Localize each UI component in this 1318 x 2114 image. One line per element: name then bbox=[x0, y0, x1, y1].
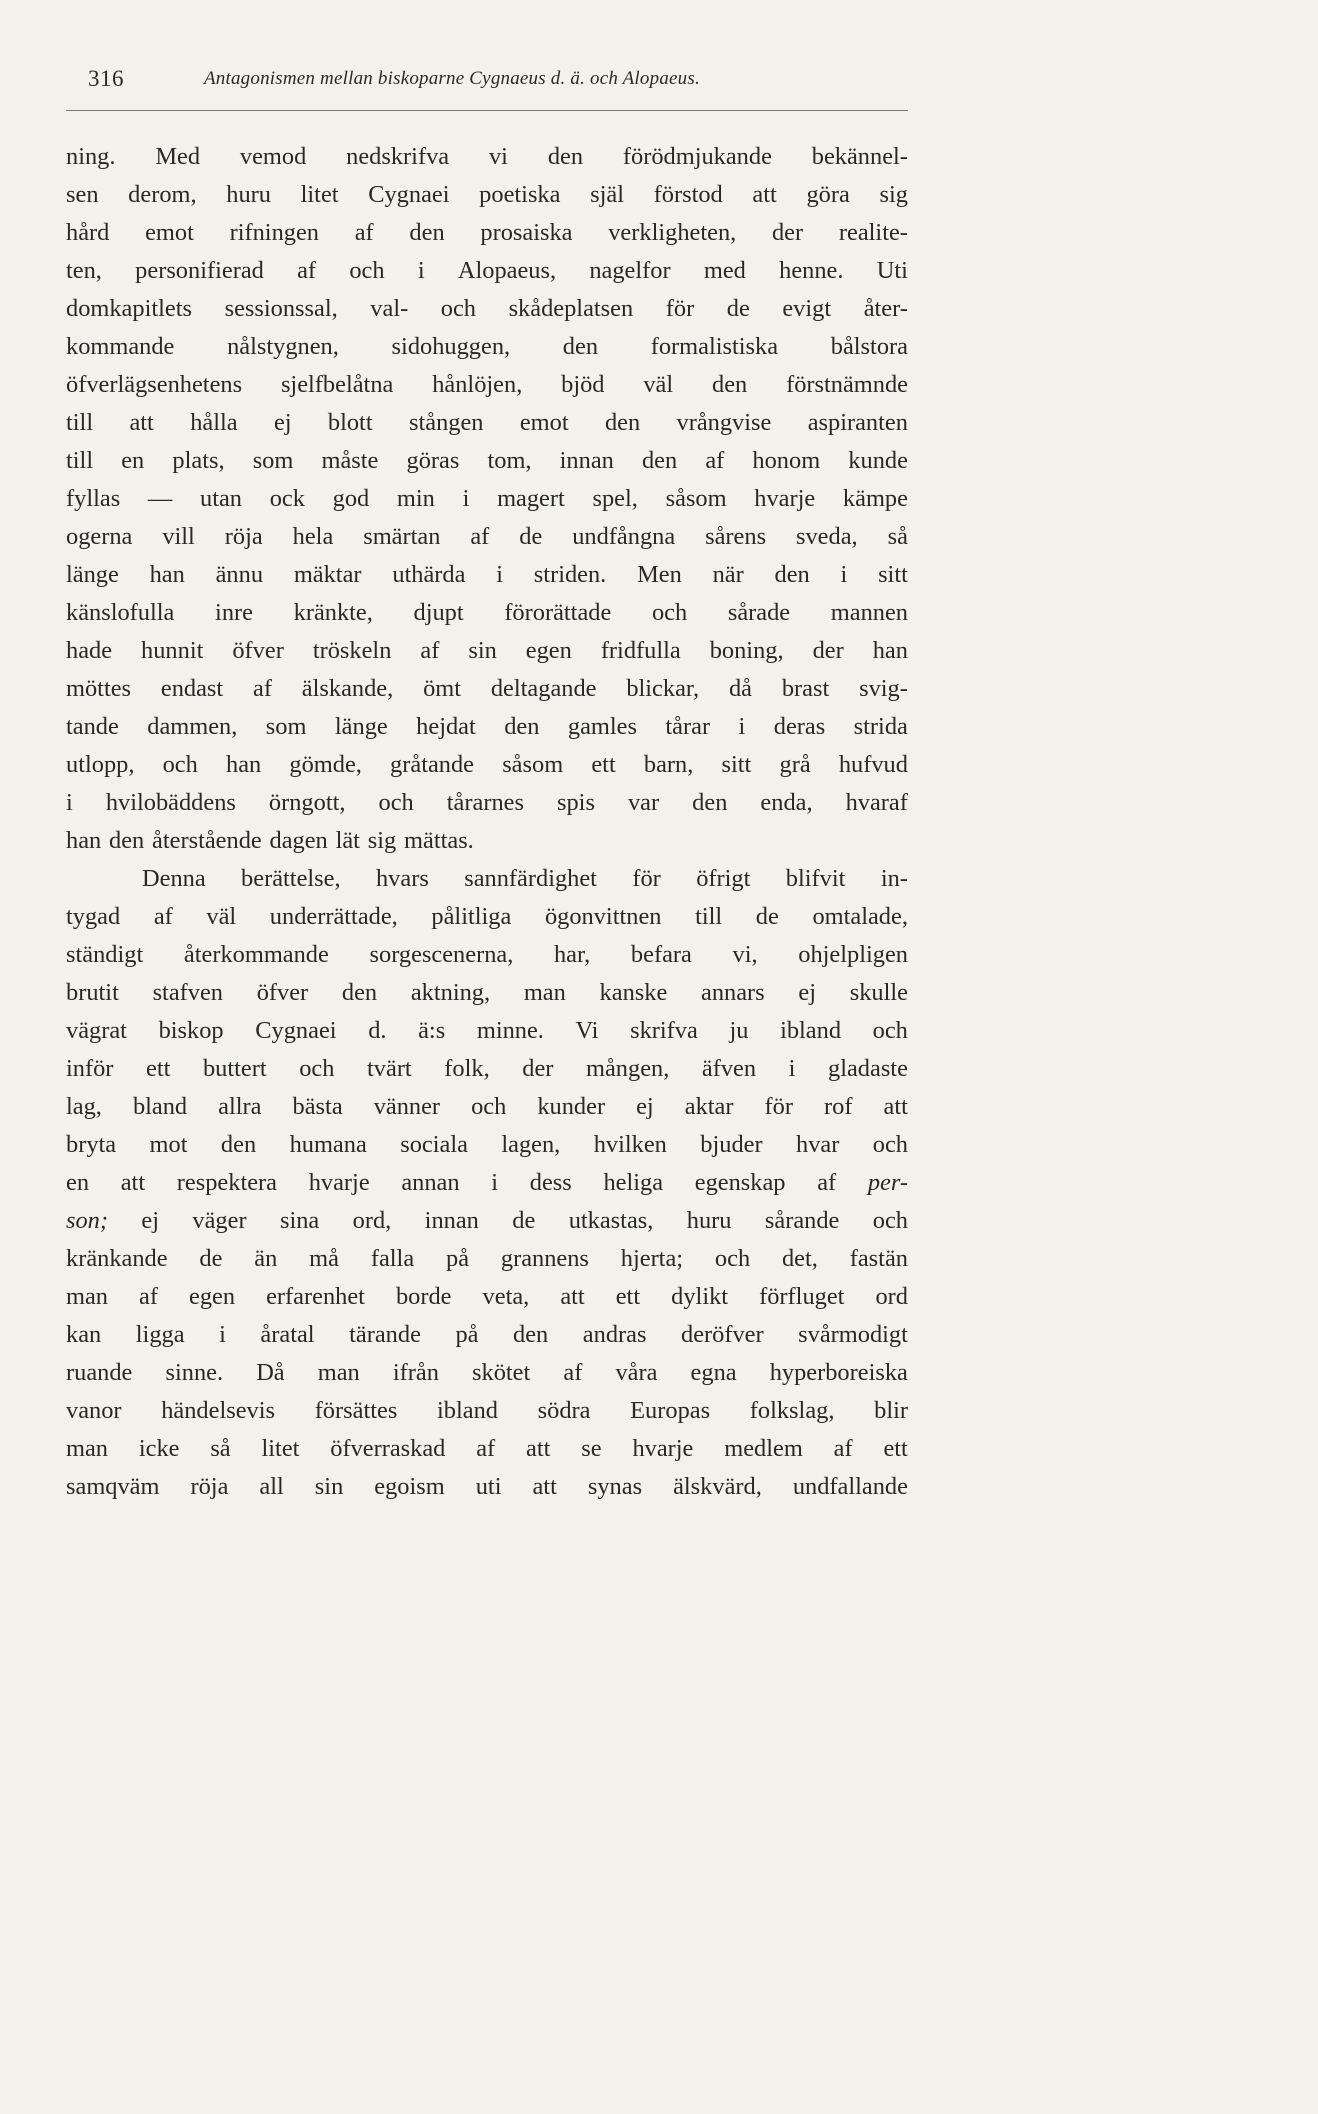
text-line: ogerna vill röja hela smärtan af de undfångna sårens sveda, så bbox=[66, 523, 908, 550]
text-line: Denna berättelse, hvars sannfärdighet för öfrigt blifvit in- bbox=[142, 865, 908, 892]
text-line: ruande sinne. Då man ifrån skötet af våra egna hyperboreiska bbox=[66, 1359, 908, 1386]
text-line: kränkande de än må falla på grannens hjerta; och det, fastän bbox=[66, 1245, 908, 1272]
text-line: domkapitlets sessionssal, val- och skådeplatsen för de evigt åter- bbox=[66, 295, 908, 322]
text-line: till att hålla ej blott stången emot den vrångvise aspiranten bbox=[66, 409, 908, 436]
text-line: känslofulla inre kränkte, djupt förorättade och sårade mannen bbox=[66, 599, 908, 626]
text-line: hade hunnit öfver tröskeln af sin egen fridfulla boning, der han bbox=[66, 637, 908, 664]
text-line: man af egen erfarenhet borde veta, att ett dylikt förfluget ord bbox=[66, 1283, 908, 1310]
text-line: vanor händelsevis försättes ibland södra Europas folkslag, blir bbox=[66, 1397, 908, 1424]
text-line: man icke så litet öfverraskad af att se hvarje medlem af ett bbox=[66, 1435, 908, 1462]
text-line: inför ett buttert och tvärt folk, der mången, äfven i gladaste bbox=[66, 1055, 908, 1082]
text-line: tande dammen, som länge hejdat den gamles tårar i deras strida bbox=[66, 713, 908, 740]
text-line: hård emot rifningen af den prosaiska verkligheten, der realite- bbox=[66, 219, 908, 246]
running-title: Antagonismen mellan biskoparne Cygnaeus d. ä. och Alopaeus. bbox=[204, 68, 700, 89]
text-line: samqväm röja all sin egoism uti att synas älskvärd, undfallande bbox=[66, 1473, 908, 1500]
text-line: öfverlägsenhetens sjelfbelåtna hånlöjen, bjöd väl den förstnämnde bbox=[66, 371, 908, 398]
header-rule bbox=[66, 110, 908, 111]
text-line: vägrat biskop Cygnaei d. ä:s minne. Vi skrifva ju ibland och bbox=[66, 1017, 908, 1044]
text-line: tygad af väl underrättade, pålitliga ögonvittnen till de omtalade, bbox=[66, 903, 908, 930]
page-number: 316 bbox=[88, 66, 124, 91]
text-line: lag, bland allra bästa vänner och kunder ej aktar för rof att bbox=[66, 1093, 908, 1120]
text-line: han den återstående dagen lät sig mättas. bbox=[66, 827, 474, 854]
text-line: fyllas — utan ock god min i magert spel, såsom hvarje kämpe bbox=[66, 485, 908, 512]
text-line: till en plats, som måste göras tom, innan den af honom kunde bbox=[66, 447, 908, 474]
text-line: ten, personifierad af och i Alopaeus, nagelfor med henne. Uti bbox=[66, 257, 908, 284]
text-line: en att respektera hvarje annan i dess heliga egenskap af per- bbox=[66, 1169, 908, 1196]
text-line: kommande nålstygnen, sidohuggen, den formalistiska bålstora bbox=[66, 333, 908, 360]
text-line: kan ligga i åratal tärande på den andras deröfver svårmodigt bbox=[66, 1321, 908, 1348]
running-head bbox=[88, 62, 908, 98]
text-line: sen derom, huru litet Cygnaei poetiska själ förstod att göra sig bbox=[66, 181, 908, 208]
text-line: utlopp, och han gömde, gråtande såsom ett barn, sitt grå hufvud bbox=[66, 751, 908, 778]
text-line: brutit stafven öfver den aktning, man kanske annars ej skulle bbox=[66, 979, 908, 1006]
text-line: son; ej väger sina ord, innan de utkastas, huru sårande och bbox=[66, 1207, 908, 1234]
text-line: ständigt återkommande sorgescenerna, har, befara vi, ohjelpligen bbox=[66, 941, 908, 968]
body-text bbox=[66, 138, 908, 1506]
text-line: ning. Med vemod nedskrifva vi den förödmjukande bekännel- bbox=[66, 143, 908, 170]
text-line: i hvilobäddens örngott, och tårarnes spis var den enda, hvaraf bbox=[66, 789, 908, 816]
text-line: bryta mot den humana sociala lagen, hvilken bjuder hvar och bbox=[66, 1131, 908, 1158]
text-line: länge han ännu mäktar uthärda i striden. Men när den i sitt bbox=[66, 561, 908, 588]
text-line: möttes endast af älskande, ömt deltagande blickar, då brast svig- bbox=[66, 675, 908, 702]
